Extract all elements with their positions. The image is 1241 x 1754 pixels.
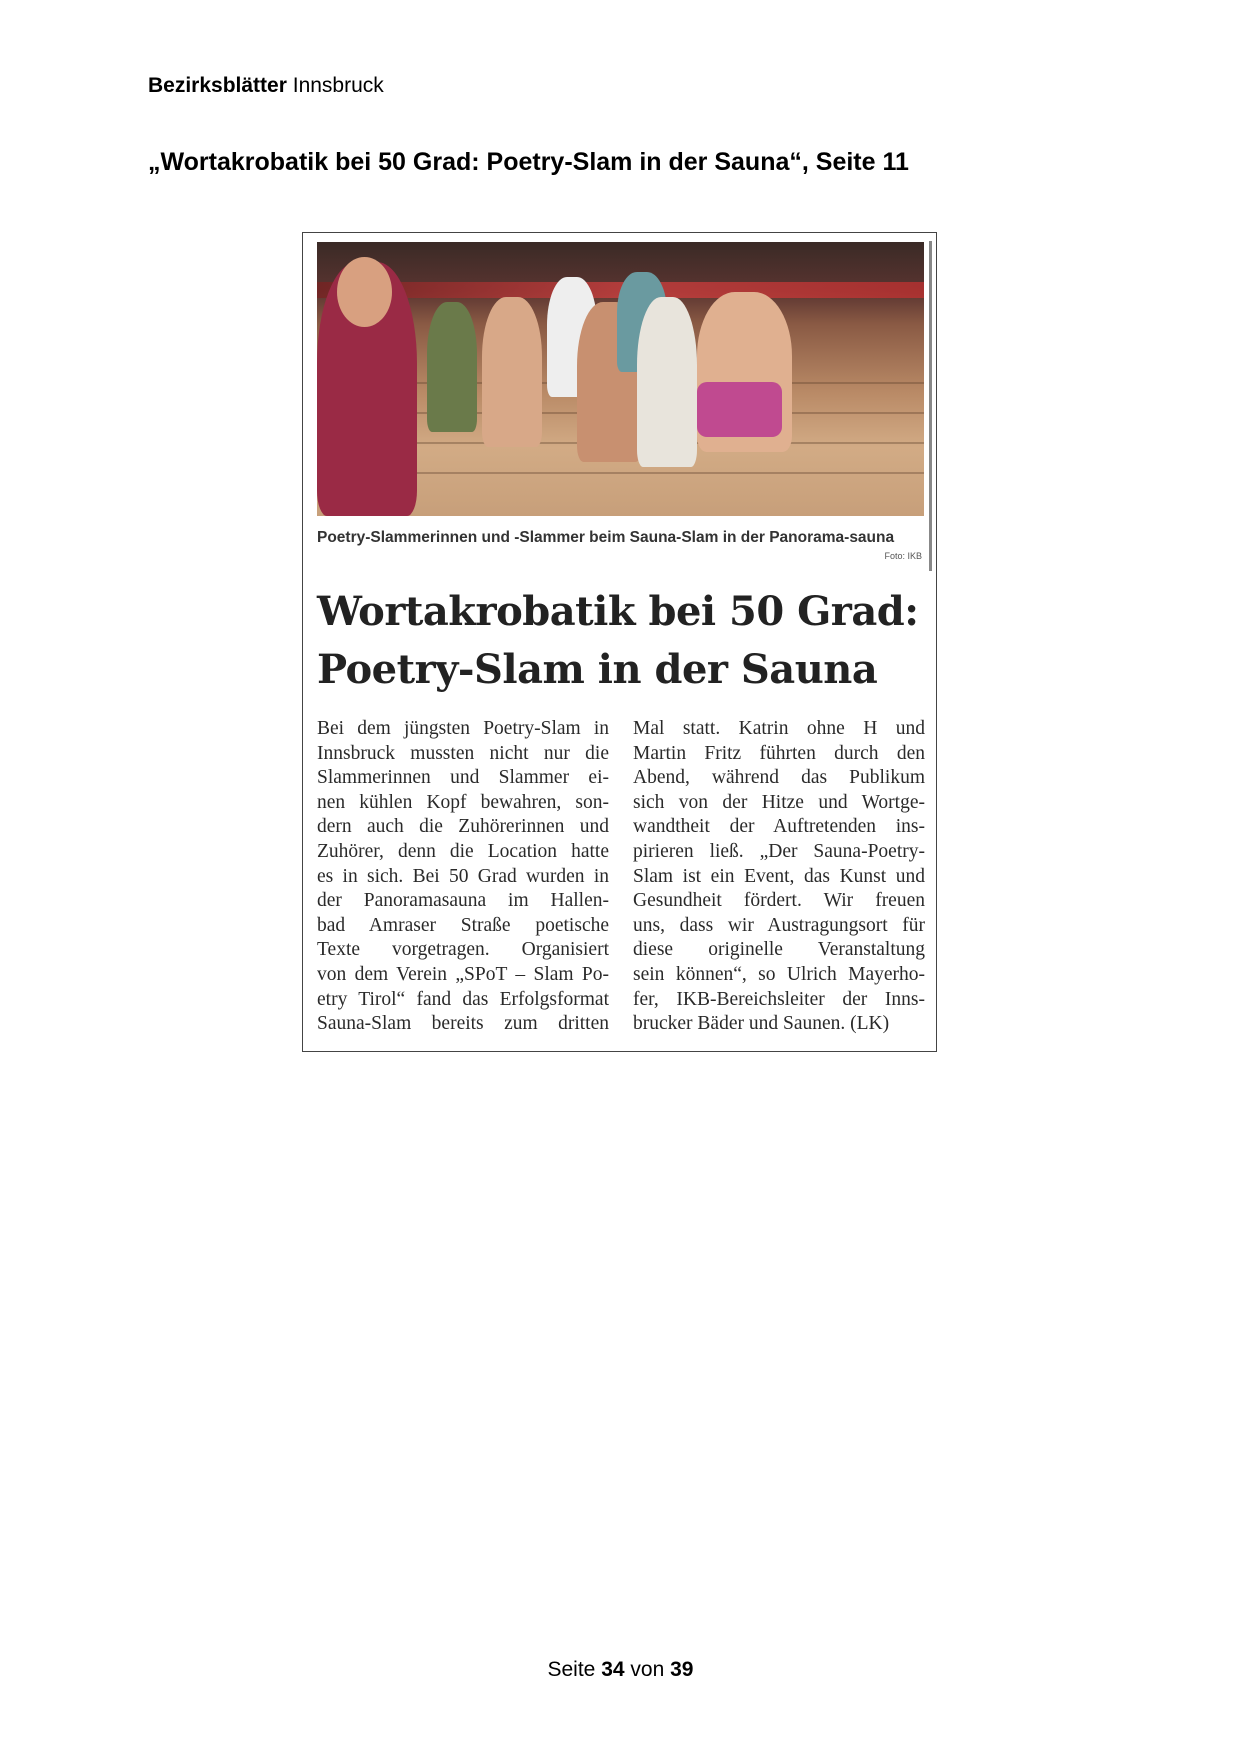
text-line: der Panoramasauna im Hallen- <box>317 890 609 912</box>
text-line: dern auch die Zuhörerinnen und <box>317 816 609 838</box>
text-line: wandtheit der Auftretenden ins- <box>633 816 925 838</box>
total-pages: 39 <box>670 1658 694 1681</box>
headline-line: Wortakrobatik bei 50 Grad: <box>317 588 919 635</box>
text-line: Martin Fritz führten durch den <box>633 742 925 764</box>
text-line: sich von der Hitze und Wortge- <box>633 791 925 813</box>
headline-line: Poetry-Slam in der Sauna <box>317 646 878 693</box>
publication-header <box>148 74 384 98</box>
footer-mid: von <box>630 1658 665 1681</box>
text-line: fer, IKB-Bereichsleiter der Inns- <box>633 988 925 1010</box>
text-line: Zuhörer, denn die Location hatte <box>317 840 609 862</box>
text-line: pirieren ließ. „Der Sauna-Poetry- <box>633 840 925 862</box>
footer-prefix: Seite <box>547 1658 596 1681</box>
text-line: Innsbruck mussten nicht nur die <box>317 742 609 764</box>
photo-caption: Poetry-Slammerinnen und -Slammer beim Sauna-Slam in der Panorama-sauna <box>317 529 895 546</box>
text-line: etry Tirol“ fand das Erfolgsformat <box>317 988 609 1010</box>
text-line: von dem Verein „SPoT – Slam Po- <box>317 963 609 985</box>
article-photo <box>317 242 924 516</box>
text-line: brucker Bäder und Saunen. (LK) <box>633 1013 890 1035</box>
text-line: Mal statt. Katrin ohne H und <box>633 718 925 739</box>
text-line: Sauna-Slam bereits zum dritten <box>317 1013 609 1035</box>
photo-credit: Foto: IKB <box>884 551 922 561</box>
text-line: Abend, während das Publikum <box>633 767 925 789</box>
text-line: Slam ist ein Event, das Kunst und <box>633 865 925 887</box>
publication-region: Innsbruck <box>292 74 384 97</box>
page-number-footer <box>0 1658 1241 1682</box>
text-line: Texte vorgetragen. Organisiert <box>317 939 609 961</box>
article-headline <box>317 583 927 699</box>
text-line: Bei dem jüngsten Poetry-Slam in <box>317 718 609 739</box>
article-reference-title: „Wortakrobatik bei 50 Grad: Poetry-Slam in der Sauna“, Seite 11 <box>148 148 909 176</box>
text-line: sein können“, so Ulrich Mayerho- <box>633 963 925 985</box>
article-column-2 <box>633 717 925 1037</box>
text-line: nen kühlen Kopf bewahren, son- <box>317 791 609 813</box>
publication-name: Bezirksblätter <box>148 74 287 97</box>
article-column-1 <box>317 717 609 1037</box>
text-line: uns, dass wir Austragungsort für <box>633 914 925 936</box>
text-line: diese originelle Veranstaltung <box>633 939 925 961</box>
text-line: bad Amraser Straße poetische <box>317 914 609 936</box>
text-line: Slammerinnen und Slammer ei- <box>317 767 609 789</box>
current-page: 34 <box>601 1658 625 1681</box>
text-line: Gesundheit fördert. Wir freuen <box>633 890 925 912</box>
newspaper-clipping <box>302 232 937 1052</box>
text-line: es in sich. Bei 50 Grad wurden in <box>317 865 609 887</box>
